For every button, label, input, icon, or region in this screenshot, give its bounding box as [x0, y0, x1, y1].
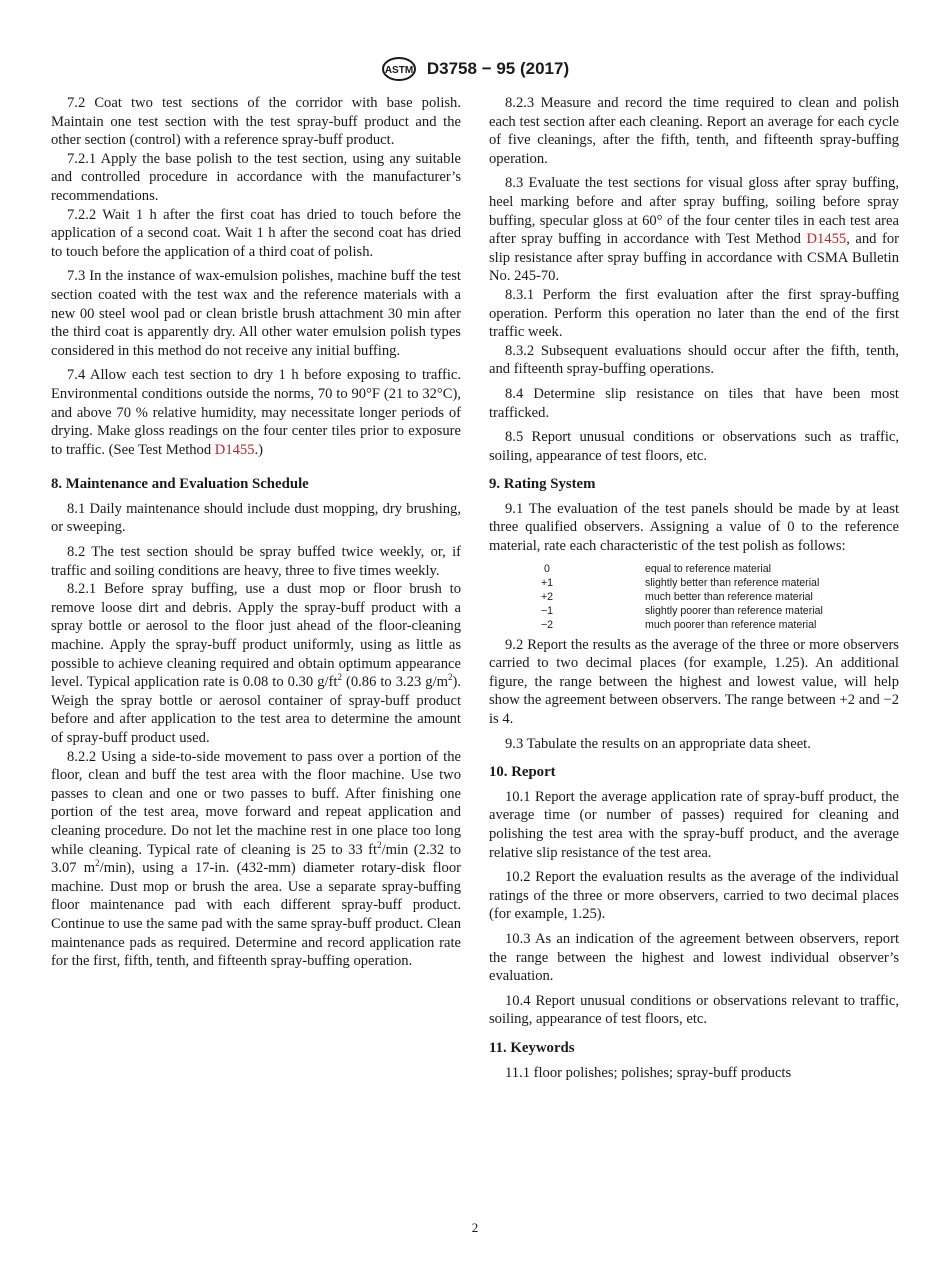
rating-value: +2: [540, 590, 554, 603]
superscript: 2: [447, 672, 453, 683]
rating-value: −2: [540, 618, 554, 631]
page-header: [0, 56, 950, 82]
section-8-2-3: 8.2.3 Measure and record the time required to clean and polish each test section after each cleaning. Report an average for each cycle of five cleanings, after the fifth, tenth, and fifteenth spray-buffing operation.: [489, 95, 899, 167]
rating-value: −1: [540, 604, 554, 617]
rating-description: much better than reference material: [645, 590, 813, 603]
right-column: [489, 94, 899, 1082]
rating-description: much poorer than reference material: [645, 618, 817, 631]
standard-designation: D3758 − 95 (2017): [426, 59, 570, 78]
section-7-4: [51, 366, 461, 459]
section-8-5: 8.5 Report unusual conditions or observations such as traffic, soiling, appearance of test floors, etc.: [489, 429, 899, 464]
section-7-2-2: 7.2.2 Wait 1 h after the first coat has dried to touch before the application of a second coat. Wait 1 h after the second coat has dried to touch before the application of a third coat of polish.: [51, 206, 461, 260]
rating-row: [489, 618, 823, 632]
section-10-2: 10.2 Report the evaluation results as the average of the individual ratings of the three or more observers, carried to two decimal places (for example, 1.25).: [489, 869, 899, 923]
page-number: 2: [471, 1220, 479, 1235]
section-7-2-1: 7.2.1 Apply the base polish to the test section, using any suitable and controlled procedure in accordance with the manufacturer’s recommendations.: [51, 150, 461, 204]
heading-section-9: 9. Rating System: [489, 476, 596, 493]
section-8-3-1: 8.3.1 Perform the first evaluation after the first spray-buffing operation. Perform this operation no later than the end of the first traffic week.: [489, 286, 899, 341]
rating-row: [489, 576, 823, 590]
superscript: 2: [337, 672, 342, 683]
section-9-3: 9.3 Tabulate the results on an appropriate data sheet.: [505, 735, 811, 752]
rating-value: +1: [540, 576, 554, 589]
section-9-2: 9.2 Report the results as the average of the three or more observers carried to two decimal places (for example, 1.25). An additional figure, the range between the highest and lowest value, will help show the agreement between observers. The range between +2 and −2 is 4.: [489, 636, 899, 728]
section-10-4: 10.4 Report unusual conditions or observations relevant to traffic, soiling, appearance of test floors, etc.: [489, 992, 899, 1028]
astm-logo-text: ASTM: [384, 65, 414, 76]
section-8-2-1: [51, 580, 461, 747]
section-8-2: 8.2 The test section should be spray buffed twice weekly, or, if traffic and soiling conditions are heavy, three to five times weekly.: [51, 544, 461, 579]
astm-logo-icon: [381, 56, 417, 82]
section-8-3-text: 8.3 Evaluate the test sections for visual gloss after spray buffing, heel marking before and after spray buffing, soiling before spray buffing, specular gloss at 60° of the four center tiles in each test area after spray buffing in accordance with Test Method: [489, 175, 899, 248]
rating-description: slightly better than reference material: [645, 576, 820, 589]
section-7-4-text: 7.4 Allow each test section to dry 1 h before exposing to traffic. Environmental conditions outside the norms, 70 to 90°F (21 to 32°C), and above 70 % relative humidity, may necessitate longer periods of drying. Make gloss readings on the four center tiles prior to exposure to traffic. (See Test Method: [51, 367, 461, 458]
section-8-2-1-text: ). Weigh the spray bottle or aerosol container of spray-buff product before and after application to the test area to determine the amount of spray-buff product used.: [51, 674, 461, 746]
rating-row: [489, 604, 823, 618]
heading-section-11: 11. Keywords: [489, 1039, 575, 1056]
heading-section-10: 10. Report: [489, 764, 556, 781]
section-11-1: 11.1 floor polishes; polishes; spray-buff products: [505, 1064, 792, 1081]
section-7-4-end: .): [254, 441, 264, 458]
rating-row: [489, 562, 823, 576]
d1455-link[interactable]: D1455: [806, 231, 847, 248]
section-8-2-1-text: 8.2.1 Before spray buffing, use a dust mop or floor brush to remove loose dirt and debris. Apply the spray-buff product with a spray bottle or aerosol to the floor just ahead of the floor-cleaning machine. Apply the spray-buff product uniformly, using as little as possible to achieve cleaning required and obtain optimum appearance level. Typical application rate is 0.08 to 0.30 g/ft: [51, 581, 461, 691]
section-7-2: 7.2 Coat two test sections of the corridor with base polish. Maintain one test section with the test spray-buff product and the other section (control) with a reference spray-buff product.: [51, 95, 461, 149]
section-8-2-2-text: /min (2.32 to 3.07 m: [51, 841, 461, 877]
section-10-3: 10.3 As an indication of the agreement between observers, report the range between the highest and lowest individual observer’s evaluation.: [489, 930, 899, 985]
section-8-3: [489, 174, 899, 286]
section-7-3: 7.3 In the instance of wax-emulsion polishes, machine buff the test section coated with the test wax and the reference materials with a new 00 steel wool pad or clean bristle brush attachment 30 min after the third coat is apparently dry. All other water emulsion polish types considered in this method do not receive any initial buffing.: [51, 268, 461, 359]
section-9-1: 9.1 The evaluation of the test panels should be made by at least three qualified observers. Assigning a value of 0 to the reference material, rate each characteristic of the test polish as follows:: [489, 500, 899, 555]
rating-value: 0: [544, 562, 550, 575]
rating-row: [489, 590, 823, 604]
rating-description: slightly poorer than reference material: [645, 604, 823, 617]
section-8-4: 8.4 Determine slip resistance on tiles that have been most trafficked.: [489, 385, 899, 421]
rating-description: equal to reference material: [645, 562, 772, 575]
rating-scale-table: [489, 562, 823, 632]
heading-section-8: 8. Maintenance and Evaluation Schedule: [51, 476, 309, 493]
section-8-2-2-text: /min), using a 17-in. (432-mm) diameter rotary-disk floor machine. Dust mop or brush the area. Use a separate spray-buffing floor maintenance pad with each different spray-buff product. Continue to use the same pad with the same spray-buff product. Clean maintenance pads as required. Determine and record application rate for the first, fifth, tenth, and fifteenth spray-buffing operation.: [51, 860, 462, 970]
section-8-1: 8.1 Daily maintenance should include dust mopping, dry brushing, or sweeping.: [51, 500, 461, 536]
section-8-2-2-text: 8.2.2 Using a side-to-side movement to pass over a portion of the floor, clean and buff the test area with the floor machine. Use two passes to clean and one or two passes to buff. After finishing one portion of the test area, move forward and repeat application and cleaning procedure. Do not let the machine rest in one place too long while cleaning. Typical rate of cleaning is 25 to 33 ft: [51, 748, 461, 858]
superscript: 2: [377, 839, 382, 850]
section-8-3-2: 8.3.2 Subsequent evaluations should occur after the fifth, tenth, and fifteenth spray-buffing operations.: [489, 342, 899, 378]
left-column: [51, 94, 461, 971]
section-8-3-end: , and for slip resistance after spray buffing in accordance with CSMA Bulletin No. 245-70.: [489, 231, 899, 285]
d1455-link[interactable]: D1455: [214, 441, 255, 458]
section-8-2-1-text: (0.86 to 3.23 g/m: [341, 674, 448, 691]
superscript: 2: [95, 858, 100, 869]
section-8-2-2: [51, 748, 461, 971]
section-10-1: 10.1 Report the average application rate of spray-buff product, the average time (or number of passes) required for cleaning and polishing the test area with the spray-buff product, and the average relative slip resistance of the test area.: [489, 788, 899, 861]
